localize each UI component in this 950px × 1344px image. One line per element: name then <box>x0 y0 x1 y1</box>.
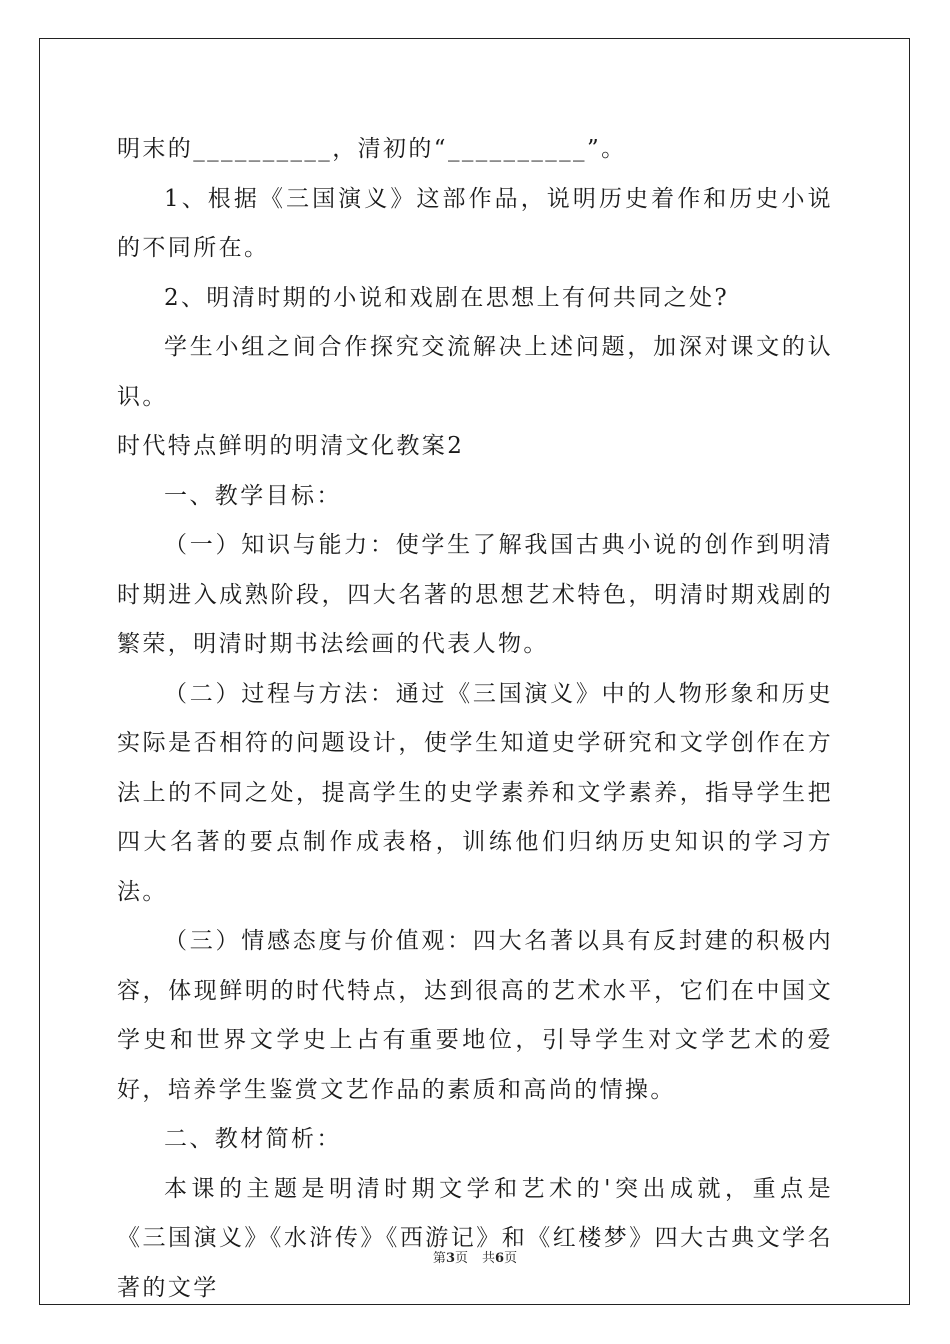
heading-textbook-analysis: 二、教材简析： <box>164 1126 342 1152</box>
total-suffix: 页 <box>504 1251 518 1266</box>
paragraph-3: 2、明清时期的小说和戏剧在思想上有何共同之处? <box>164 284 730 311</box>
paragraph-knowledge-ability: （一）知识与能力：使学生了解我国古典小说的创作到明清时期进入成熟阶段，四大名著的思想艺术特色，明清时期戏剧的繁荣，明清时期书法绘画的代表人物。 <box>117 532 833 657</box>
page-number: 3 <box>445 1251 455 1266</box>
total-pages: 6 <box>495 1251 505 1266</box>
paragraph-1: 明末的__________，清初的“__________”。 <box>117 136 627 162</box>
paragraph-2: 1、根据《三国演义》这部作品，说明历史着作和历史小说的不同所在。 <box>117 185 833 261</box>
paragraph-emotion-values: （三）情感态度与价值观：四大名著以具有反封建的积极内容，体现鲜明的时代特点，达到很高的艺术水平，它们在中国文学史和世界文学史上占有重要地位，引导学生对文学艺术的爱好，培养学生鉴赏文艺作品的素质和高尚的情操。 <box>117 928 833 1103</box>
paragraph-process-method: （二）过程与方法：通过《三国演义》中的人物形象和历史实际是否相符的问题设计，使学生知道史学研究和文学创作在方法上的不同之处，提高学生的史学素养和文学素养，指导学生把四大名著的要点制作成表格，训练他们归纳历史知识的学习方法。 <box>117 680 833 905</box>
total-prefix: 共 <box>482 1251 496 1266</box>
section-title: 时代特点鲜明的明清文化教案2 <box>117 433 465 459</box>
paragraph-textbook-theme: 本课的主题是明清时期文学和艺术的'突出成就，重点是《三国演义》《水浒传》《西游记》和《红楼梦》四大古典文学名著的文学 <box>117 1175 833 1301</box>
page-prefix: 第 <box>432 1251 446 1266</box>
page-suffix: 页 <box>454 1251 468 1266</box>
heading-teaching-goals: 一、教学目标： <box>164 482 342 509</box>
document-body <box>117 125 833 1313</box>
page-footer <box>0 1247 950 1266</box>
paragraph-4: 学生小组之间合作探究交流解决上述问题，加深对课文的认识。 <box>117 334 833 410</box>
